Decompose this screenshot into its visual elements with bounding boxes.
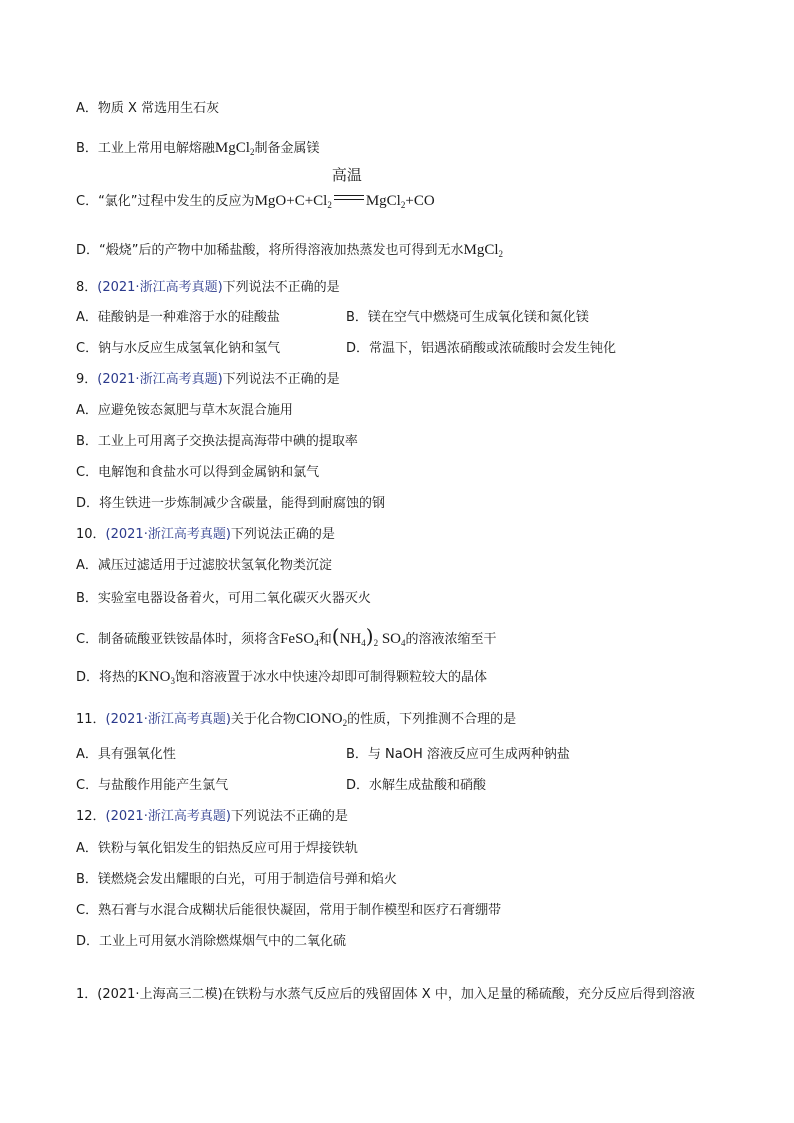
q10-option-c: C．制备硫酸亚铁铵晶体时，须将含FeSO$_4$和$(NH_4)_2$ $SO_4$的溶液浓缩至干	[76, 624, 497, 648]
prev-option-b: B．工业上常用电解熔融MgCl$_2$制备金属镁	[76, 140, 320, 157]
question-8-row2	[76, 340, 617, 358]
next-question-stem: 1．(2021·上海高三二模)在铁粉与水蒸气反应后的残留固体 X 中，加入足量的稀硫酸，充分反应后得到溶液	[76, 987, 695, 1002]
reaction-condition: 高温	[334, 189, 364, 207]
q9-option-b: B．工业上可用离子交换法提高海带中碘的提取率	[76, 434, 358, 449]
q9-option-d: D．将生铁进一步炼制减少含碳量，能得到耐腐蚀的钢	[76, 496, 386, 511]
prev-option-d: D．“煅烧”后的产物中加稀盐酸，将所得溶液加热蒸发也可得到无水MgCl$_2$	[76, 242, 503, 259]
prev-option-c: C．“氯化”过程中发生的反应为$MgO+C+Cl_2$ 高温 MgCl$_2$+CO	[76, 168, 435, 210]
q9-option-c: C．电解饱和食盐水可以得到金属钠和氯气	[76, 465, 320, 480]
q11-option-c: C．与盐酸作用能产生氯气	[76, 778, 229, 793]
q8-option-b: B．镁在空气中燃烧可生成氧化镁和氮化镁	[346, 310, 589, 325]
q10-option-d: D．将热的$KNO_3$饱和溶液置于冰水中快速冷却即可制得颗粒较大的晶体	[76, 669, 488, 686]
q11-option-a: A．具有强氧化性	[76, 747, 176, 762]
question-8-stem: 8．(2021·浙江高考真题)下列说法不正确的是	[76, 280, 340, 295]
q12-option-d: D．工业上可用氨水消除燃煤烟气中的二氧化硫	[76, 934, 347, 949]
q12-option-c: C．熟石膏与水混合成糊状后能很快凝固，常用于制作模型和医疗石膏绷带	[76, 903, 502, 918]
q10-option-b: B．实验室电器设备着火，可用二氧化碳灭火器灭火	[76, 591, 371, 606]
q11-option-b: B．与 NaOH 溶液反应可生成两种钠盐	[346, 747, 570, 762]
prev-option-a: A．物质 X 常选用生石灰	[76, 101, 220, 116]
question-8-row1	[76, 309, 589, 327]
q10-option-a: A．减压过滤适用于过滤胶状氢氧化物类沉淀	[76, 558, 332, 573]
q8-option-a: A．硅酸钠是一种难溶于水的硅酸盐	[76, 310, 280, 325]
question-10-stem: 10．(2021·浙江高考真题)下列说法正确的是	[76, 527, 335, 542]
question-11-row2	[76, 777, 487, 795]
question-12-stem: 12．(2021·浙江高考真题)下列说法不正确的是	[76, 809, 348, 824]
q12-option-b: B．镁燃烧会发出耀眼的白光，可用于制造信号弹和焰火	[76, 872, 397, 887]
q8-option-d: D．常温下，铝遇浓硝酸或浓硫酸时会发生钝化	[346, 341, 617, 356]
q9-option-a: A．应避免铵态氮肥与草木灰混合施用	[76, 403, 293, 418]
question-11-stem: 11．(2021·浙江高考真题)关于化合物ClONO$_2$的性质，下列推测不合理的是	[76, 711, 517, 728]
q8-option-c: C．钠与水反应生成氢氧化钠和氢气	[76, 341, 281, 356]
question-11-row1	[76, 746, 570, 764]
q12-option-a: A．铁粉与氧化铝发生的铝热反应可用于焊接铁轨	[76, 841, 358, 856]
q11-option-d: D．水解生成盐酸和硝酸	[346, 778, 487, 793]
question-9-stem: 9．(2021·浙江高考真题)下列说法不正确的是	[76, 372, 340, 387]
